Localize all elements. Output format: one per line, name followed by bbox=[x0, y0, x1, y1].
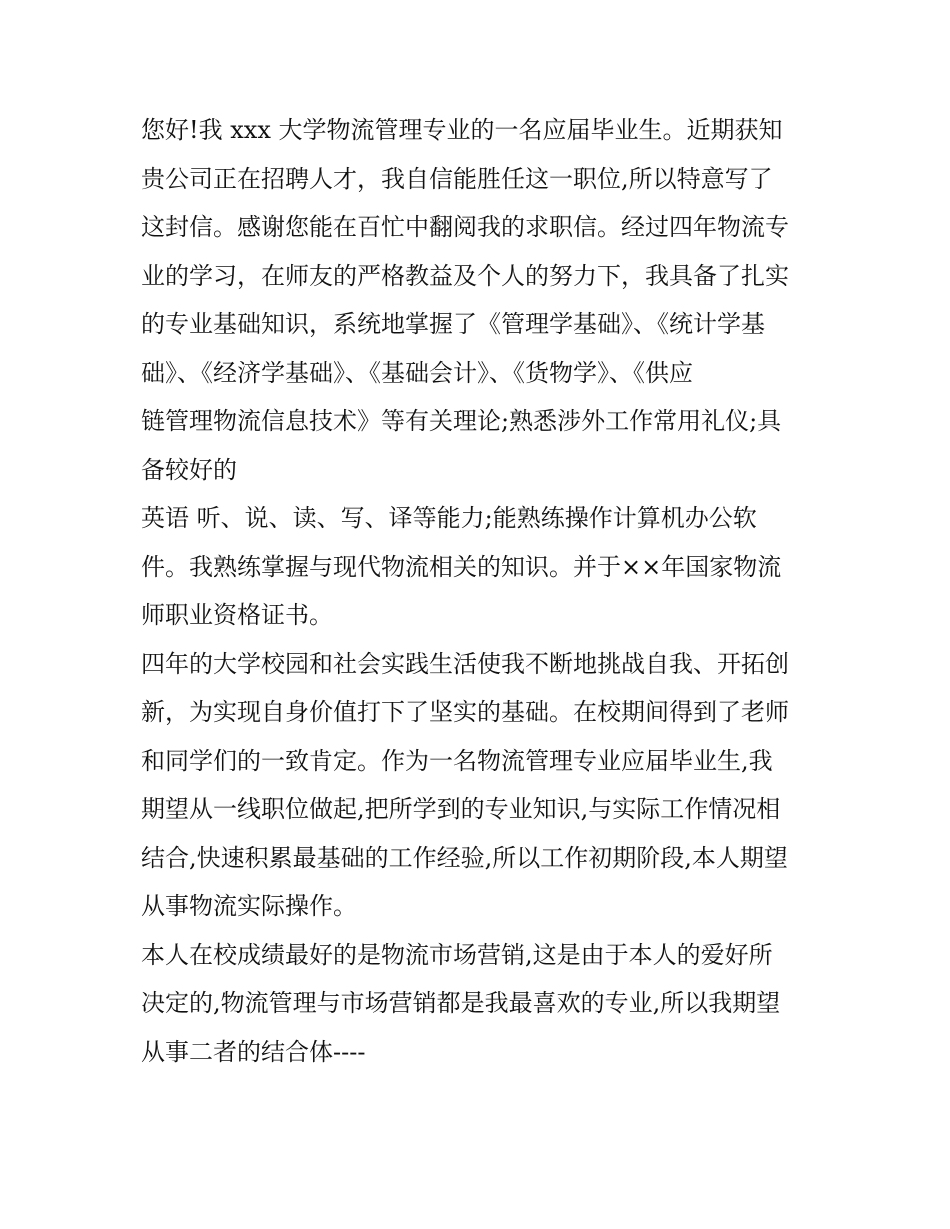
text-line: 您好!我 xxx 大学物流管理专业的一名应届毕业生。近期获知 bbox=[141, 116, 783, 144]
text-line: 四年的大学校园和社会实践生活使我不断地挑战自我、开拓创 bbox=[141, 649, 789, 678]
cover-letter-body bbox=[141, 106, 821, 1076]
text-line: 期望从一线职位做起,把所学到的专业知识,与实际工作情况相 bbox=[141, 795, 781, 823]
text-line: 和同学们的一致肯定。作为一名物流管理专业应届毕业生,我 bbox=[141, 746, 773, 775]
text-line: 件。我熟练掌握与现代物流相关的知识。并于××年国家物流 bbox=[141, 552, 782, 581]
text-line: 贵公司正在招聘人才，我自信能胜任这一职位,所以特意写了 bbox=[141, 164, 773, 193]
text-line: 本人在校成绩最好的是物流市场营销,这是由于本人的爱好所 bbox=[141, 940, 773, 969]
text-line: 的专业基础知识，系统地掌握了《管理学基础》、《统计学基 bbox=[141, 310, 765, 338]
text-line: 英语 听、说、读、写、译等能力;能熟练操作计算机办公软 bbox=[141, 504, 757, 532]
text-line: 决定的,物流管理与市场营销都是我最喜欢的专业,所以我期望 bbox=[141, 989, 781, 1017]
text-line: 师职业资格证书。 bbox=[141, 601, 333, 629]
text-line: 新，为实现自身价值打下了坚实的基础。在校期间得到了老师 bbox=[141, 698, 789, 726]
text-line: 结合,快速积累最基础的工作经验,所以工作初期阶段,本人期望 bbox=[141, 843, 788, 872]
text-line: 从事二者的结合体---- bbox=[141, 1037, 366, 1066]
text-line: 这封信。感谢您能在百忙中翻阅我的求职信。经过四年物流专 bbox=[141, 213, 789, 241]
text-line: 业的学习，在师友的严格教益及个人的努力下，我具备了扎实 bbox=[141, 261, 789, 290]
text-line: 链管理物流信息技术》等有关理论;熟悉涉外工作常用礼仪;具 bbox=[141, 407, 782, 435]
text-line: 备较好的 bbox=[141, 455, 237, 484]
text-line: 础》、《经济学基础》、《基础会计》、《货物学》、《供应 bbox=[141, 358, 693, 387]
text-line: 从事物流实际操作。 bbox=[141, 892, 357, 920]
